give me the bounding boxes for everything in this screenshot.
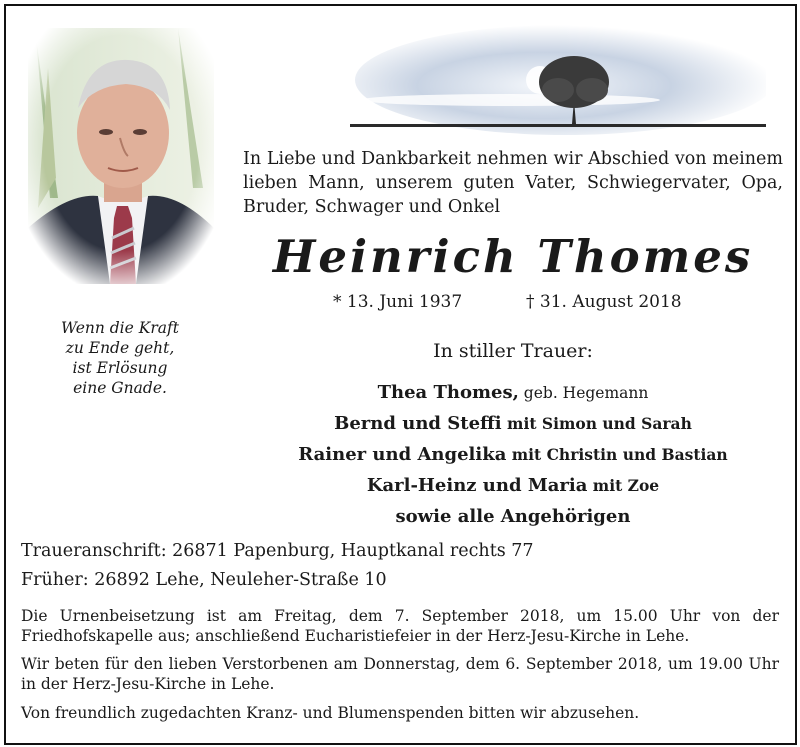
former-address: Früher: 26892 Lehe, Neuleher-Straße 10 [21, 570, 387, 590]
family-main: sowie alle Angehörigen [395, 506, 631, 527]
motto-line: eine Gnade. [73, 379, 167, 397]
family-main: Rainer und Angelika [298, 444, 507, 465]
prayer-info: Wir beten für den lieben Verstorbenen am Donnerstag, dem 6. September 2018, um 19.00 Uhr in der Herz-Jesu-Kirche in Lehe. [21, 655, 779, 693]
family-line [243, 439, 783, 470]
flowers-note: Von freundlich zugedachten Kranz- und Blumenspenden bitten wir abzusehen. [21, 704, 640, 722]
family-line [243, 377, 783, 408]
family-main: Karl-Heinz und Maria [366, 475, 588, 496]
family-list [243, 377, 783, 532]
motto-line: zu Ende geht, [65, 339, 175, 357]
funeral-info: Die Urnenbeisetzung ist am Freitag, dem 7. September 2018, um 15.00 Uhr von der Friedhofskapelle aus; anschließend Eucharistiefeier in der Herz-Jesu-Kirche in Lehe. [21, 607, 779, 645]
family-line [243, 470, 783, 501]
family-line [243, 501, 783, 532]
family-extra: geb. Hegemann [518, 384, 649, 402]
family-main: Thea Thomes, [377, 382, 519, 403]
death-date: † 31. August 2018 [526, 292, 682, 312]
mourning-heading: In stiller Trauer: [433, 340, 593, 362]
portrait-photo [28, 28, 214, 284]
tree-on-horizon-icon [350, 20, 766, 138]
family-extra: mit Simon und Sarah [501, 414, 692, 433]
intro-text: In Liebe und Dankbarkeit nehmen wir Abschied von meinem lieben Mann, unserem guten Vater, Schwiegervater, Opa, Bruder, Schwager und Onkel [243, 149, 783, 217]
motto-line: ist Erlösung [72, 359, 168, 377]
motto [20, 318, 220, 398]
family-line [243, 408, 783, 439]
mourning-address: Traueranschrift: 26871 Papenburg, Hauptkanal rechts 77 [21, 541, 534, 561]
family-extra: mit Christin und Bastian [506, 445, 728, 464]
birth-date: * 13. Juni 1937 [333, 292, 463, 312]
motto-line: Wenn die Kraft [61, 319, 179, 337]
family-extra: mit Zoe [587, 476, 660, 495]
deceased-name: Heinrich Thomes [272, 230, 754, 283]
family-main: Bernd und Steffi [334, 413, 502, 434]
